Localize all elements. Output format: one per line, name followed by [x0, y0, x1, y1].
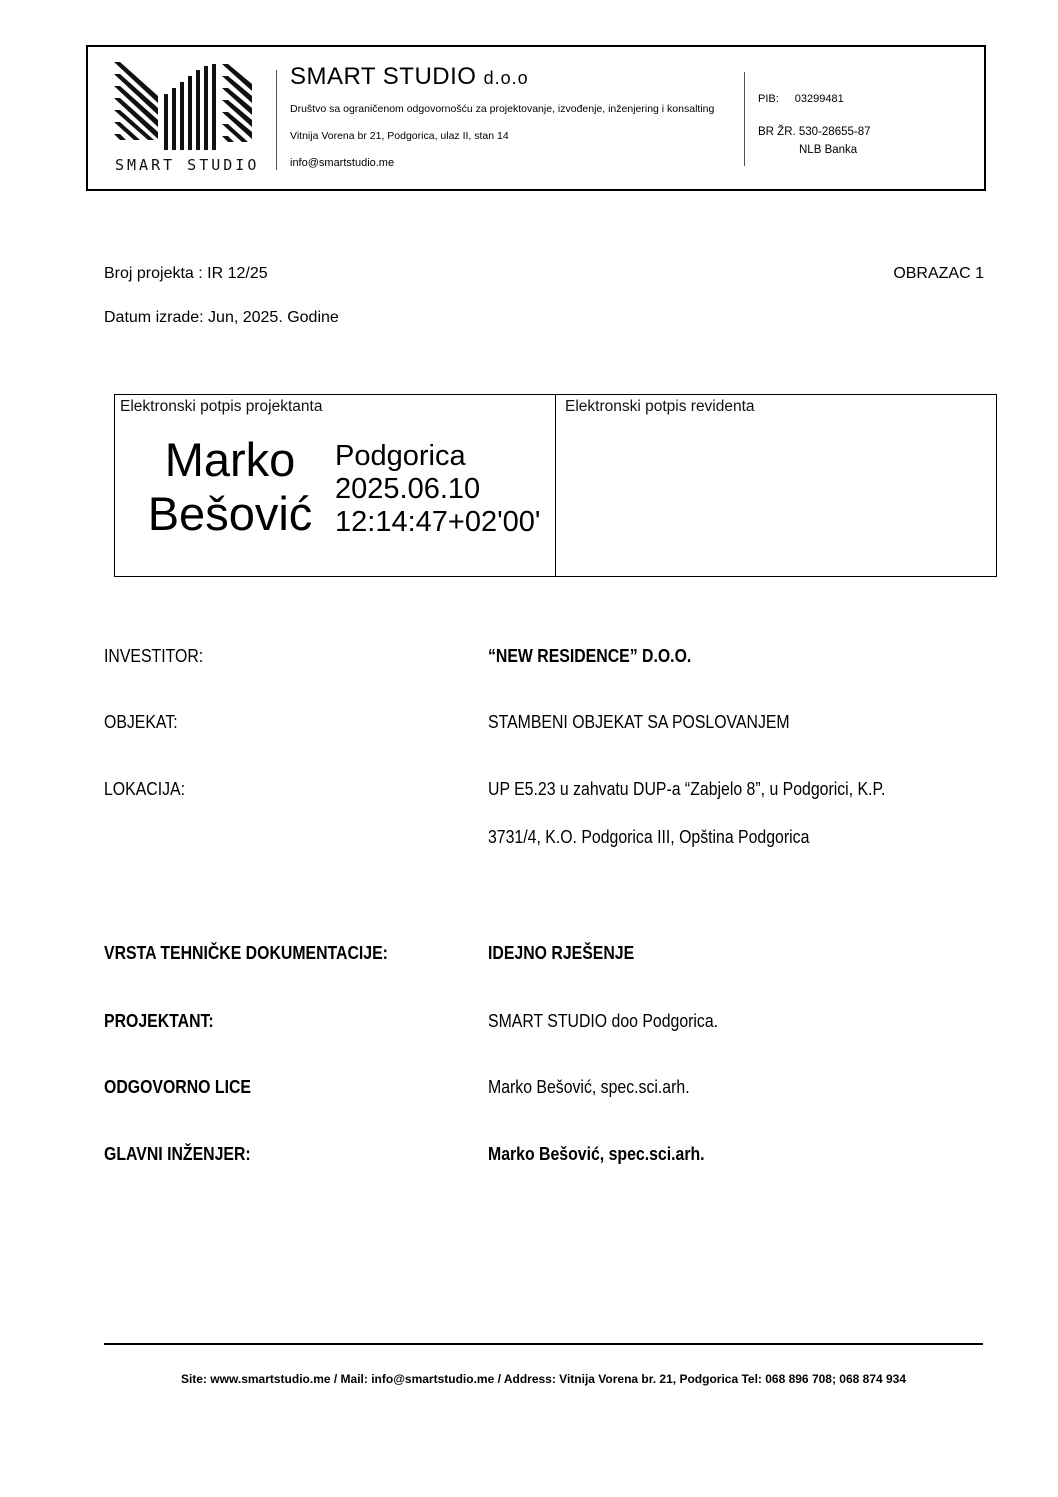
responsible-label: ODGOVORNO LICE — [104, 1077, 251, 1097]
company-name-text: SMART STUDIO — [290, 63, 477, 90]
location-value-line2: 3731/4, K.O. Podgorica III, Opština Podgorica — [488, 827, 810, 847]
designer-value: SMART STUDIO doo Podgorica. — [488, 1011, 719, 1031]
object-label: OBJEKAT: — [104, 712, 178, 732]
reviewer-signature-label: Elektronski potpis revidenta — [565, 398, 755, 415]
project-number: Broj projekta : IR 12/25 — [104, 265, 268, 282]
signature-name-first: Marko — [164, 433, 296, 486]
signature-date: 2025.06.10 — [335, 473, 481, 505]
signature-name — [140, 433, 320, 541]
header-divider — [744, 72, 745, 166]
pib-label: PIB: — [758, 93, 779, 105]
signature-details — [335, 440, 540, 539]
investor-label: INVESTITOR: — [104, 646, 204, 666]
signature-place: Podgorica — [335, 440, 466, 472]
signature-name-last: Bešović — [147, 487, 313, 540]
footer-divider — [104, 1343, 983, 1345]
form-number: OBRAZAC 1 — [893, 265, 984, 282]
project-date: Datum izrade: Jun, 2025. Godine — [104, 309, 339, 326]
footer-contact: Site: www.smartstudio.me / Mail: info@smartstudio.me / Address: Vitnija Vorena br. 21, Podgorica Tel: 068 896 708; 068 874 934 — [180, 1372, 907, 1386]
responsible-value: Marko Bešović, spec.sci.arh. — [488, 1077, 690, 1097]
location-value-line1: UP E5.23 u zahvatu DUP-a “Zabjelo 8”, u Podgorici, K.P. — [488, 779, 886, 799]
logo-graphic — [110, 60, 258, 152]
chief-engineer-label: GLAVNI INŽENJER: — [104, 1144, 251, 1164]
designer-label: PROJEKTANT: — [104, 1011, 214, 1031]
signature-table-divider — [555, 394, 556, 577]
header-divider — [276, 70, 277, 170]
location-label: LOKACIJA: — [104, 779, 185, 799]
bank-name: NLB Banka — [799, 144, 858, 156]
company-name — [290, 63, 529, 91]
logo-wordmark: SMART STUDIO — [115, 156, 260, 174]
company-description: Društvo sa ograničenom odgovornošću za projektovanje, izvođenje, inženjering i konsalting — [290, 103, 715, 115]
investor-value: “NEW RESIDENCE” D.O.O. — [488, 646, 692, 666]
doc-type-value: IDEJNO RJEŠENJE — [488, 943, 635, 963]
object-value: STAMBENI OBJEKAT SA POSLOVANJEM — [488, 712, 790, 732]
designer-signature-label: Elektronski potpis projektanta — [120, 398, 323, 415]
company-logo — [110, 60, 258, 178]
signature-time: 12:14:47+02'00' — [335, 506, 541, 538]
company-email: info@smartstudio.me — [290, 157, 395, 169]
pib-value: 03299481 — [794, 93, 844, 105]
chief-engineer-value: Marko Bešović, spec.sci.arh. — [488, 1144, 705, 1164]
bank-account: BR ŽR. 530-28655-87 — [758, 126, 871, 138]
company-suffix: d.o.o — [483, 68, 529, 88]
pib-info — [758, 93, 844, 105]
doc-type-label: VRSTA TEHNIČKE DOKUMENTACIJE: — [104, 943, 388, 963]
company-address: Vitnija Vorena br 21, Podgorica, ulaz II, stan 14 — [290, 130, 509, 142]
